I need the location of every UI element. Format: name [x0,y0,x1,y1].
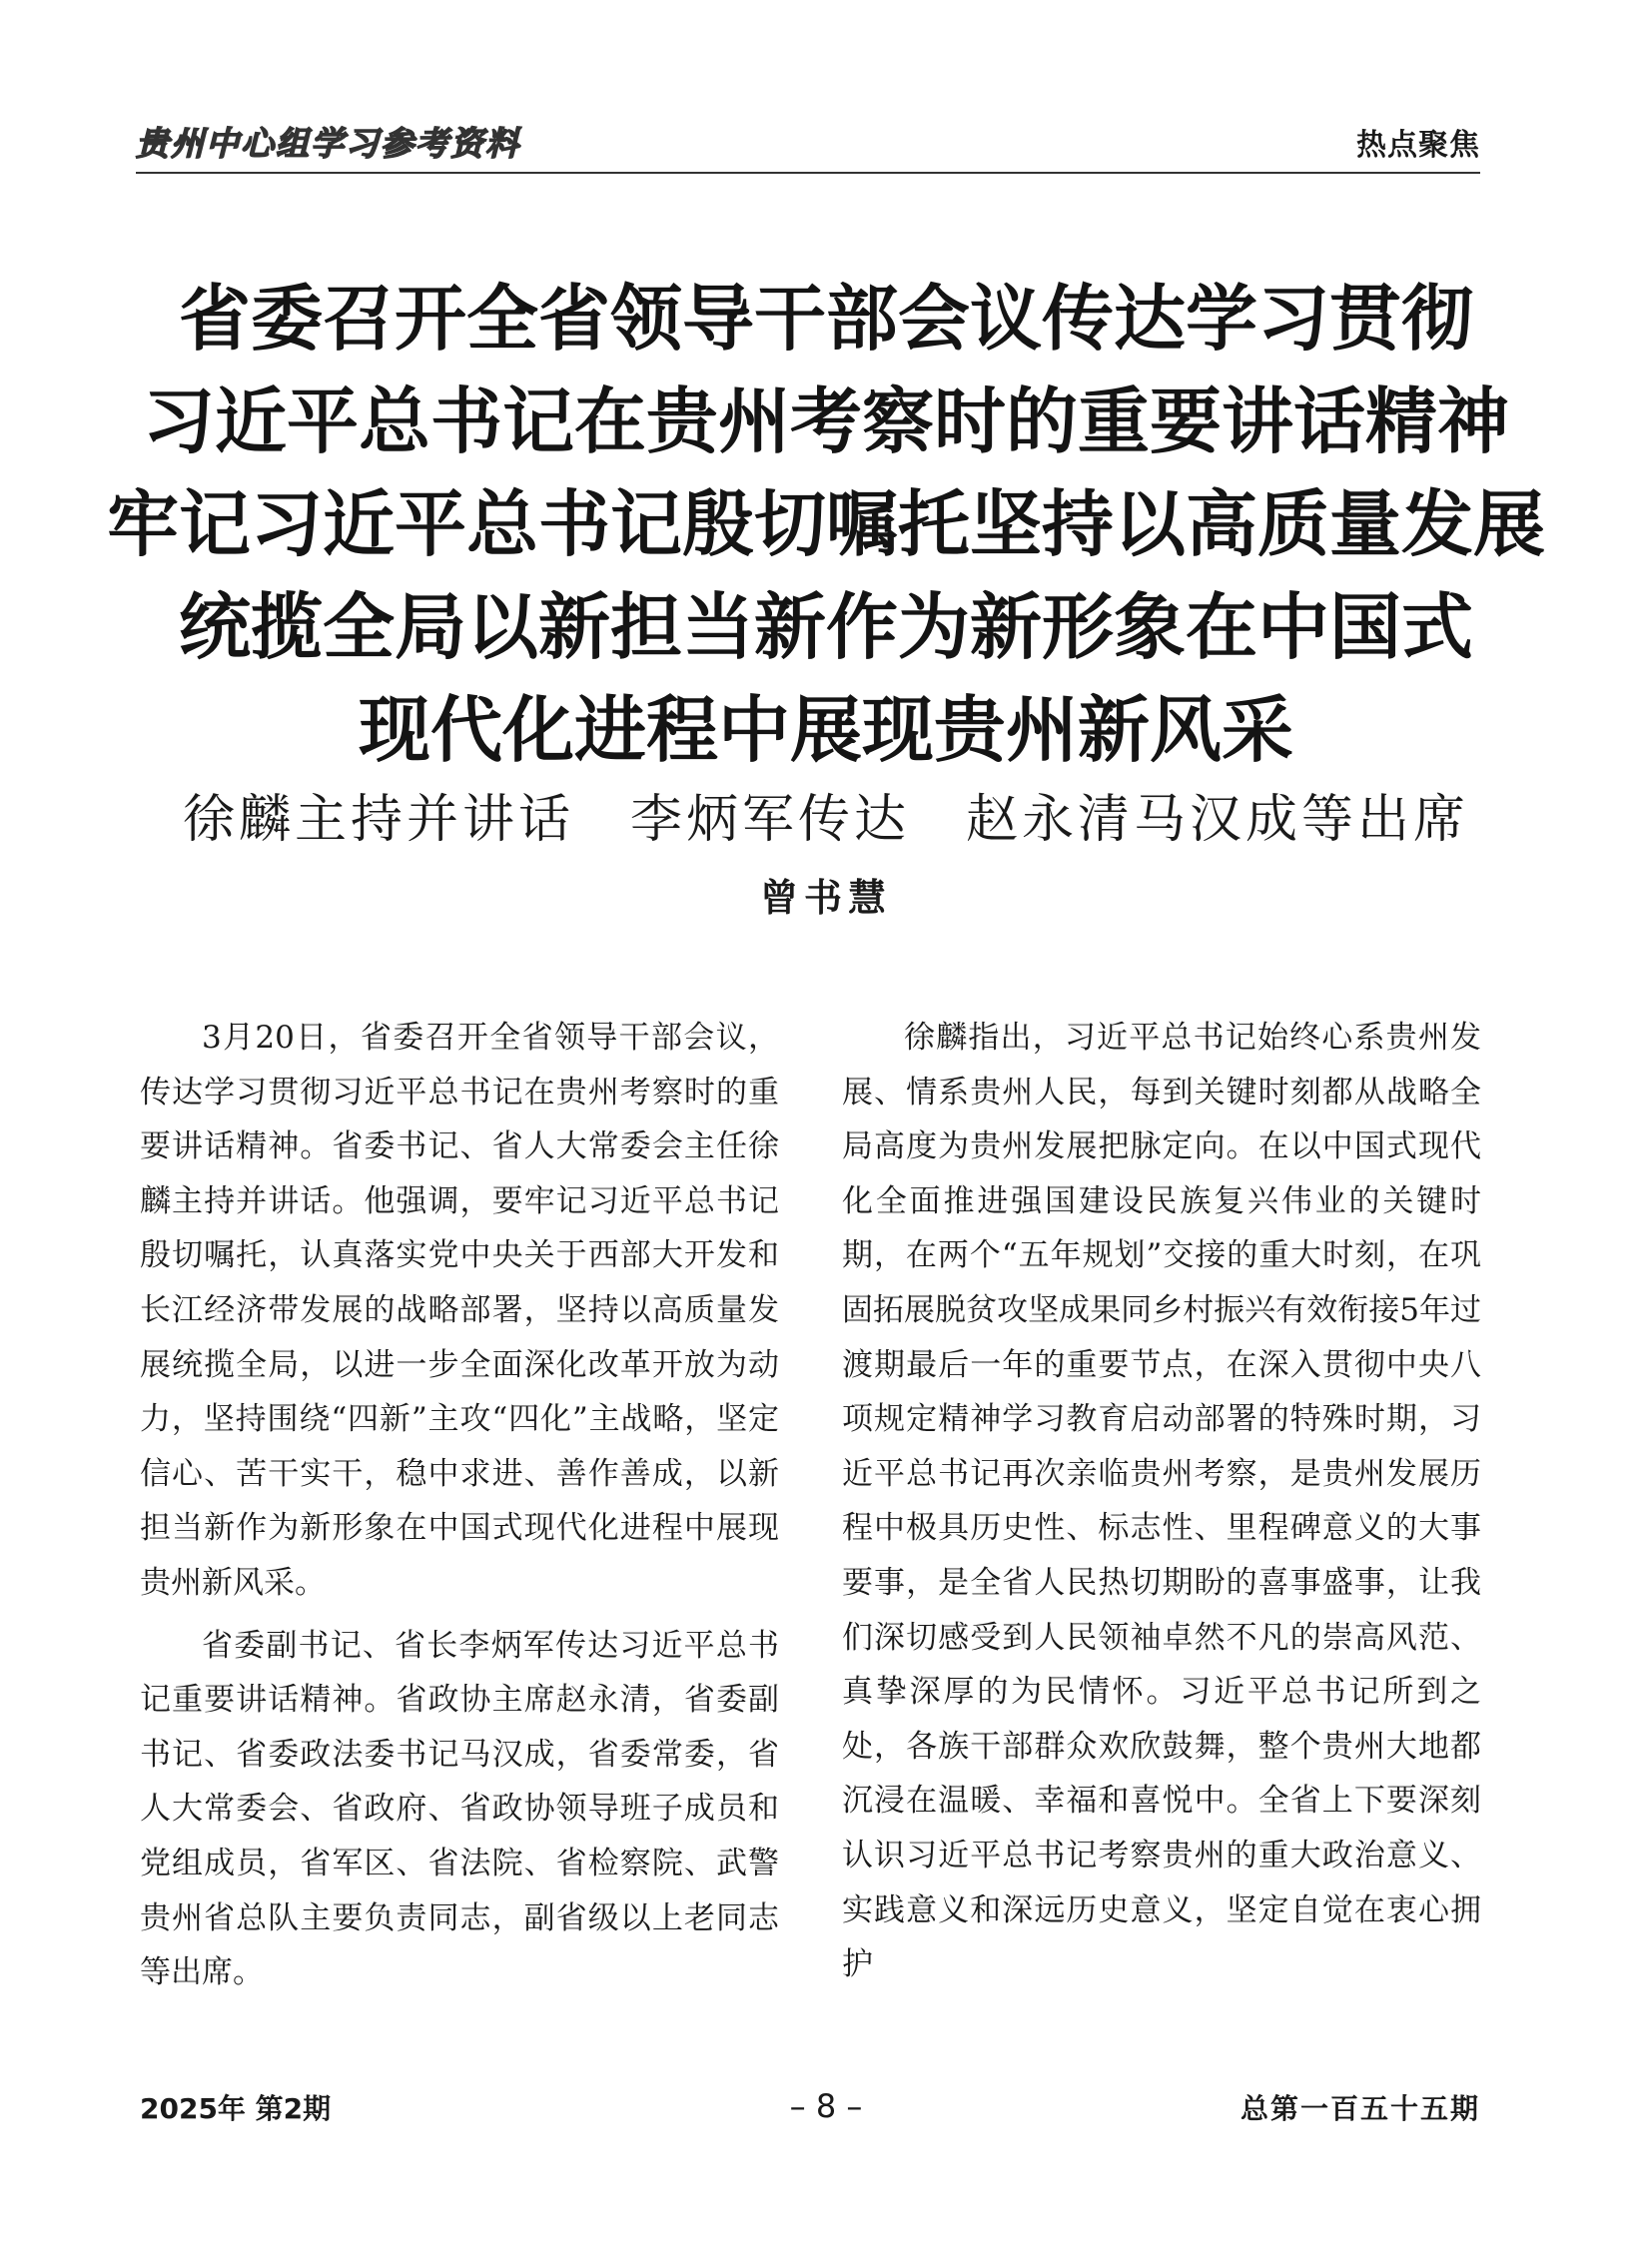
paragraph: 省委副书记、省长李炳军传达习近平总书记重要讲话精神。省政协主席赵永清，省委副书记、省委政法委书记马汉成，省委常委，省人大常委会、省政府、省政协领导班子成员和党组成员，省军区、省法院、省检察院、武警贵州省总队主要负责同志，副省级以上老同志等出席。 [140,1627,779,1991]
issue-number: 2025年 第2期 [140,2092,332,2125]
paragraph: 3月20日，省委召开全省领导干部会议，传达学习贯彻习近平总书记在贵州考察时的重要讲话精神。省委书记、省人大常委会主任徐麟主持并讲话。他强调，要牢记习近平总书记殷切嘱托，认真落实党中央关于西部大开发和长江经济带发展的战略部署，坚持以高质量发展统揽全局，以进一步全面深化改革开放为动力，坚持围绕“四新”主攻“四化”主战略，坚定信心、苦干实干，稳中求进、善作善成，以新担当新作为新形象在中国式现代化进程中展现贵州新风采。 [140,1020,780,1601]
article-subtitle: 徐麟主持并讲话 李炳军传达 赵永清马汉成等出席 [182,790,1469,850]
right-column [842,1011,1481,2000]
header-divider [136,172,1480,174]
section-name: 热点聚焦 [1356,128,1480,163]
title-line: 牢记习近平总书记殷切嘱托坚持以高质量发展 [106,482,1545,566]
article-author: 曾书慧 [759,875,892,920]
left-column [140,1011,779,2008]
title-line: 现代化进程中展现贵州新风采 [358,688,1293,772]
publication-name: 贵州中心组学习参考资料 [136,124,520,163]
title-line: 习近平总书记在贵州考察时的重要讲话精神 [142,379,1509,463]
total-issue: 总第一百五十五期 [1239,2092,1480,2125]
title-line: 统揽全局以新担当新作为新形象在中国式 [178,585,1473,669]
paragraph: 徐麟指出，习近平总书记始终心系贵州发展、情系贵州人民，每到关键时刻都从战略全局高度为贵州发展把脉定向。在以中国式现代化全面推进强国建设民族复兴伟业的关键时期，在两个“五年规划”交接的重大时刻，在巩固拓展脱贫攻坚成果同乡村振兴有效衔接5年过渡期最后一年的重要节点，在深入贯彻中央八项规定精神学习教育启动部署的特殊时期，习近平总书记再次亲临贵州考察，是贵州发展历程中极具历史性、标志性、里程碑意义的大事要事，是全省人民热切期盼的喜事盛事，让我们深切感受到人民领袖卓然不凡的崇高风范、真挚深厚的为民情怀。习近平总书记所到之处，各族干部群众欢欣鼓舞，整个贵州大地都沉浸在温暖、幸福和喜悦中。全省上下要深刻认识习近平总书记考察贵州的重大政治意义、实践意义和深远历史意义，坚定自觉在衷心拥护 [842,1020,1481,1983]
page-number: – 8 – [789,2087,863,2125]
title-line: 省委召开全省领导干部会议传达学习贯彻 [178,277,1473,361]
article-title [100,268,1552,782]
